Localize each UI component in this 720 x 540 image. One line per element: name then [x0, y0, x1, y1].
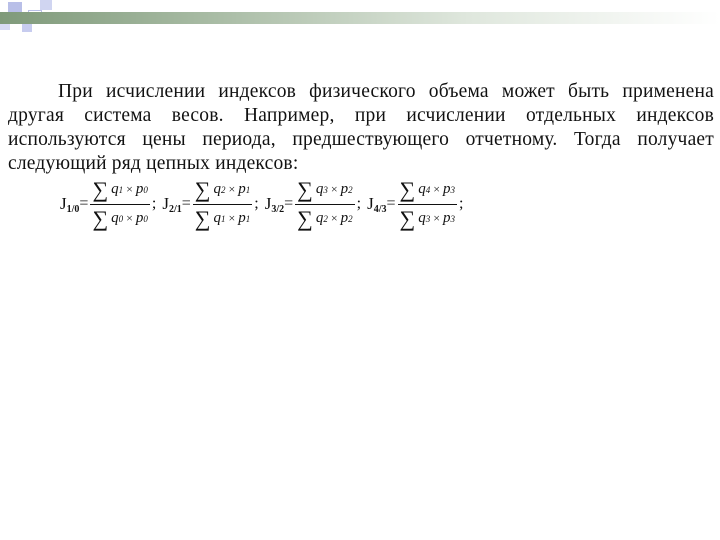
sigma-symbol: ∑: [92, 205, 109, 231]
equals-sign: =: [284, 195, 294, 212]
index-label: $J_{4/3}$: [367, 193, 387, 215]
header-bar: [0, 12, 720, 24]
index-label: $J_{1/0}$: [60, 193, 80, 215]
chain-index-formulas: [60, 178, 463, 230]
chain-index-formula: [367, 177, 463, 232]
equals-sign: =: [79, 195, 89, 212]
sigma-symbol: ∑: [194, 176, 211, 202]
index-label: $J_{3/2}$: [264, 193, 285, 215]
fraction-bar: [90, 204, 149, 205]
header-square: [40, 0, 52, 10]
body-paragraph: При исчислении индексов физического объема может быть применена другая система весов. Например, при исчислении отдельных индексов используются цены периода, предшествующего отчетному. Тогда получает следующий ряд цепных индексов:: [8, 81, 714, 174]
fraction-numerator: ∑ q 4 × p 3: [399, 176, 455, 202]
fraction-denominator: ∑ q 1 × p 1: [194, 205, 251, 231]
sigma-symbol: ∑: [297, 176, 313, 202]
separator: ;: [458, 195, 464, 212]
fraction-bar: [193, 204, 252, 205]
fraction-bar: [295, 204, 354, 205]
chain-index-formula: [60, 177, 156, 232]
index-fraction: [295, 177, 354, 232]
sigma-symbol: ∑: [399, 176, 416, 202]
separator: ;: [254, 195, 259, 212]
sigma-symbol: ∑: [297, 205, 313, 231]
sigma-symbol: ∑: [92, 176, 109, 202]
fraction-numerator: ∑ q 3 × p 2: [297, 176, 353, 202]
fraction-denominator: ∑ q 2 × p 2: [297, 205, 353, 231]
index-fraction: [90, 177, 149, 232]
separator: ;: [151, 195, 157, 212]
sigma-symbol: ∑: [399, 205, 416, 231]
fraction-denominator: ∑ q 0 × p 0: [92, 205, 148, 231]
sigma-symbol: ∑: [194, 205, 211, 231]
index-fraction: [398, 177, 457, 232]
index-label: $J_{2/1}$: [162, 193, 182, 215]
fraction-numerator: ∑ q 2 × p 1: [194, 176, 251, 202]
equals-sign: =: [181, 195, 191, 212]
chain-index-formula: [162, 177, 258, 232]
equals-sign: =: [386, 195, 396, 212]
separator: ;: [356, 195, 362, 212]
fraction-bar: [398, 204, 457, 205]
chain-index-formula: [265, 177, 361, 232]
fraction-denominator: ∑ q 3 × p 3: [399, 205, 455, 231]
index-fraction: [193, 177, 252, 232]
fraction-numerator: ∑ q 1 × p 0: [92, 176, 148, 202]
